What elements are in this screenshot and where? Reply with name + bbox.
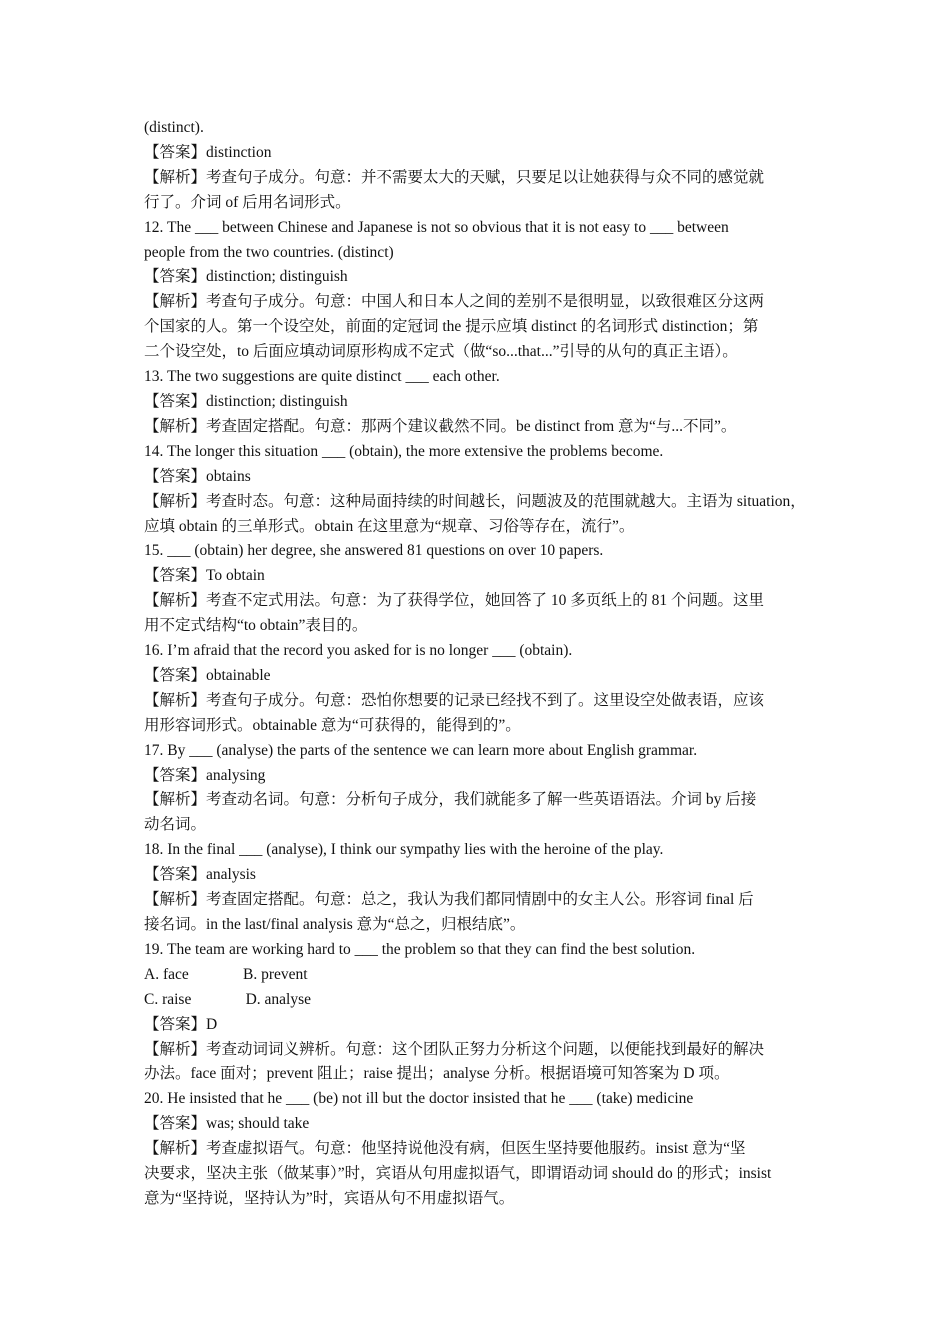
explanation-line: 【解析】考查动词词义辨析。句意：这个团队正努力分析这个问题，以便能找到最好的解决 [144, 1040, 765, 1058]
explanation-line: 【解析】考查句子成分。句意：恐怕你想要的记录已经找不到了。这里设空处做表语，应该 [144, 691, 765, 709]
explanation-line: 动名词。 [144, 816, 207, 834]
answer-line: 【答案】distinction; distinguish [144, 268, 348, 286]
answer-line: 【答案】was; should take [144, 1115, 310, 1133]
explanation-line: 【解析】考查不定式用法。句意：为了获得学位，她回答了 10 多页纸上的 81 个问题。这里 [144, 592, 765, 610]
answer-line: 【答案】distinction [144, 143, 272, 161]
explanation-line: 办法。face 面对；prevent 阻止；raise 提出；analyse 分析。根据语境可知答案为 D 项。 [144, 1065, 730, 1083]
question-20: 20. He insisted that he ___ (be) not ill but the doctor insisted that he ___ (take) medicine [144, 1090, 694, 1108]
question-14: 14. The longer this situation ___ (obtain), the more extensive the problems become. [144, 442, 664, 460]
explanation-line: 【解析】考查句子成分。句意：中国人和日本人之间的差别不是很明显，以致很难区分这两 [144, 293, 765, 311]
explanation-line: 决要求，坚决主张（做某事）”时，宾语从句用虚拟语气，即谓语动词 should do 的形式；insist [144, 1165, 772, 1183]
answer-line: 【答案】To obtain [144, 567, 265, 585]
explanation-line: 意为“坚持说，坚持认为”时，宾语从句不用虚拟语气。 [144, 1189, 515, 1207]
explanation-line: 【解析】考查固定搭配。句意：总之，我认为我们都同情剧中的女主人公。形容词 final 后 [144, 891, 754, 909]
explanation-line: 个国家的人。第一个设空处，前面的定冠词 the 提示应填 distinct 的名词形式 distinction；第 [144, 318, 759, 336]
answer-line: 【答案】D [144, 1015, 218, 1033]
answer-line: 【答案】obtainable [144, 666, 271, 684]
question-17: 17. By ___ (analyse) the parts of the sentence we can learn more about English grammar. [144, 741, 698, 759]
answer-line: 【答案】obtains [144, 467, 251, 485]
explanation-line: 【解析】考查句子成分。句意：并不需要太大的天赋，只要足以让她获得与众不同的感觉就 [144, 168, 765, 186]
explanation-line: 用不定式结构“to obtain”表目的。 [144, 617, 368, 635]
question-12: 12. The ___ between Chinese and Japanese is not so obvious that it is not easy to ___ between [144, 218, 729, 236]
explanation-line: 用形容词形式。obtainable 意为“可获得的，能得到的”。 [144, 716, 521, 734]
explanation-line: 【解析】考查固定搭配。句意：那两个建议截然不同。be distinct from 意为“与...不同”。 [144, 417, 737, 435]
question-18: 18. In the final ___ (analyse), I think our sympathy lies with the heroine of the play. [144, 841, 664, 859]
question-19: 19. The team are working hard to ___ the problem so that they can find the best solution. [144, 940, 696, 958]
question-15: 15. ___ (obtain) her degree, she answered 81 questions on over 10 papers. [144, 542, 604, 560]
text-line: (distinct). [144, 119, 204, 136]
explanation-line: 应填 obtain 的三单形式。obtain 在这里意为“规章、习俗等存在，流行”。 [144, 517, 635, 535]
question-16: 16. I’m afraid that the record you asked for is no longer ___ (obtain). [144, 642, 573, 660]
options-line: C. raise D. analyse [144, 990, 312, 1008]
answer-line: 【答案】analysing [144, 766, 266, 784]
explanation-line: 二个设空处，to 后面应填动词原形构成不定式（做“so...that...”引导的从句的真正主语）。 [144, 343, 738, 361]
question-13: 13. The two suggestions are quite distinct ___ each other. [144, 368, 500, 386]
question-12-cont: people from the two countries. (distinct) [144, 243, 394, 261]
explanation-line: 【解析】考查时态。句意：这种局面持续的时间越长，问题波及的范围就越大。主语为 situation， [144, 492, 806, 510]
explanation-line: 【解析】考查动名词。句意：分析句子成分，我们就能多了解一些英语语法。介词 by 后接 [144, 791, 757, 809]
explanation-line: 接名词。in the last/final analysis 意为“总之，归根结底”。 [144, 916, 526, 933]
explanation-line: 行了。介词 of 后用名词形式。 [144, 193, 351, 211]
answer-line: 【答案】analysis [144, 866, 256, 884]
document-page [144, 116, 808, 1212]
explanation-line: 【解析】考查虚拟语气。句意：他坚持说他没有病，但医生坚持要他服药。insist 意为“坚 [144, 1140, 746, 1158]
answer-line: 【答案】distinction; distinguish [144, 392, 348, 410]
options-line: A. face B. prevent [144, 965, 308, 983]
